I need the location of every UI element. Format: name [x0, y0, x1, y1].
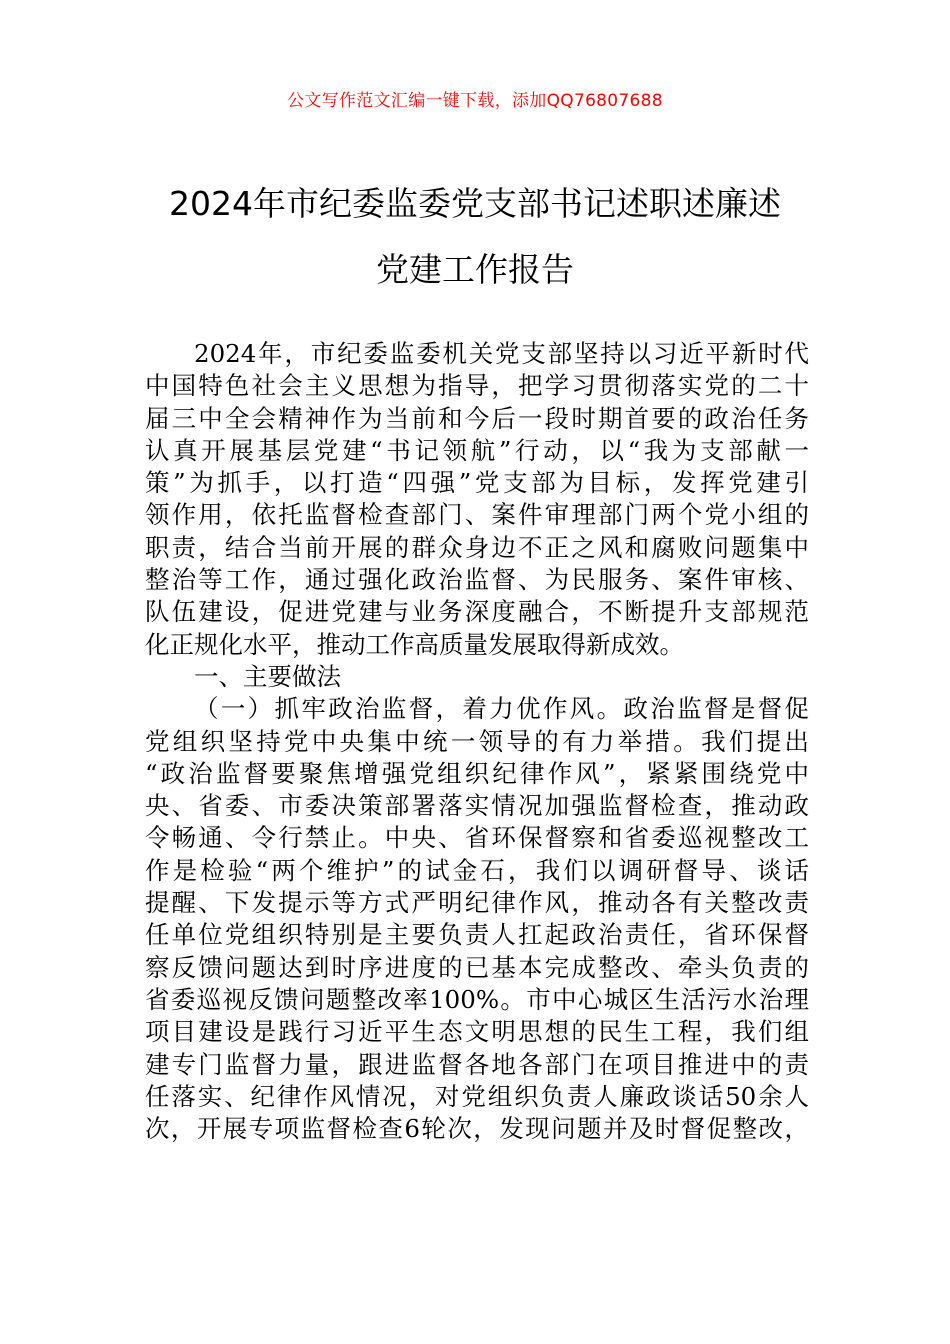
text-line: 整治等工作，通过强化政治监督、为民服务、案件审核、 — [145, 565, 809, 595]
text-line: 党组织坚持党中央集中统一领导的有力举措。我们提出 — [145, 726, 809, 756]
document-title-line-2: 党建工作报告 — [376, 250, 574, 289]
text-line: 建专门监督力量，跟进监督各地各部门在项目推进中的责 — [145, 1049, 809, 1079]
text-line: 队伍建设，促进党建与业务深度融合，不断提升支部规范 — [145, 597, 809, 627]
download-promo-note: 公文写作范文汇编一键下载，添加QQ76807688 — [287, 91, 663, 111]
text-line: 化正规化水平，推动工作高质量发展取得新成效。 — [145, 629, 684, 659]
text-line: 策”为抓手，以打造“四强”党支部为目标，发挥党建引 — [145, 468, 809, 498]
text-line: 作是检验“两个维护”的试金石，我们以调研督导、谈话 — [145, 855, 809, 885]
text-line: 央、省委、市委决策部署落实情况加强监督检查，推动政 — [145, 791, 809, 821]
document-title-line-1: 2024年市纪委监委党支部书记述职述廉述 — [169, 184, 781, 223]
paragraph-intro — [145, 338, 809, 661]
text-line: 次，开展专项监督检查6轮次，发现问题并及时督促整改， — [145, 1114, 809, 1144]
text-line: （一）抓牢政治监督，着力优作风。政治监督是督促 — [194, 694, 809, 724]
section-heading: 一、主要做法 — [194, 661, 341, 691]
text-line: 提醒、下发提示等方式严明纪律作风，推动各有关整改责 — [145, 888, 809, 918]
text-line: 项目建设是践行习近平生态文明思想的民生工程，我们组 — [145, 1017, 809, 1047]
text-line: 认真开展基层党建“书记领航”行动，以“我为支部献一 — [145, 435, 809, 465]
text-line: “政治监督要聚焦增强党组织纪律作风”，紧紧围绕党中 — [145, 758, 809, 788]
text-line: 职责，结合当前开展的群众身边不正之风和腐败问题集中 — [145, 532, 809, 562]
text-line: 届三中全会精神作为当前和今后一段时期首要的政治任务 — [145, 403, 809, 433]
text-line: 中国特色社会主义思想为指导，把学习贯彻落实党的二十 — [145, 371, 809, 401]
text-line: 领作用，依托监督检查部门、案件审理部门两个党小组的 — [145, 500, 809, 530]
text-line: 任落实、纪律作风情况，对党组织负责人廉政谈话50余人 — [145, 1081, 809, 1111]
text-line: 省委巡视反馈问题整改率100%。市中心城区生活污水治理 — [145, 984, 809, 1014]
document-body — [145, 338, 809, 1145]
text-line: 2024年，市纪委监委机关党支部坚持以习近平新时代 — [194, 339, 809, 368]
text-line: 察反馈问题达到时序进度的已基本完成整改、牵头负责的 — [145, 952, 809, 982]
text-line: 任单位党组织特别是主要负责人扛起政治责任，省环保督 — [145, 920, 809, 950]
text-line: 令畅通、令行禁止。中央、省环保督察和省委巡视整改工 — [145, 823, 809, 853]
paragraph-political-supervision — [145, 693, 809, 1145]
section-heading-main-practices — [145, 661, 809, 693]
